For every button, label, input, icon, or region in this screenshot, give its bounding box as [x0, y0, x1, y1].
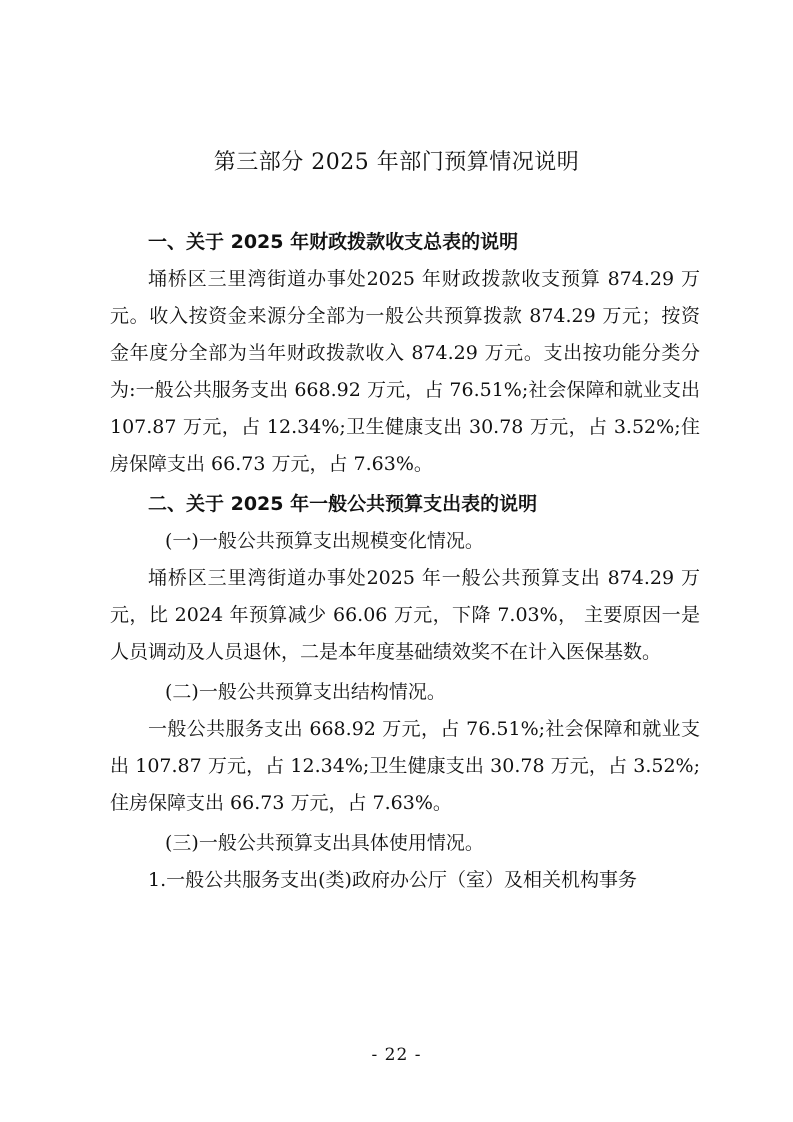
subsection-heading-2: (二)一般公共预算支出结构情况。 — [165, 681, 446, 703]
document-body — [110, 224, 700, 899]
section-heading-2: 二、关于 2025 年一般公共预算支出表的说明 — [148, 493, 538, 515]
subsection-heading-1: (一)一般公共预算支出规模变化情况。 — [165, 530, 484, 552]
subsection-2-paragraph: 一般公共服务支出 668.92 万元，占 76.51%;社会保障和就业支出 107.87 万元，占 12.34%;卫生健康支出 30.78 万元，占 3.52%;住房保障支出 66.73 万元，占 7.63%。 — [110, 718, 700, 814]
section-1-paragraph: 埇桥区三里湾街道办事处2025 年财政拨款收支预算 874.29 万元。收入按资金来源分全部为一般公共预算拨款 874.29 万元；按资金年度分全部为当年财政拨款收入 874.29 万元。支出按功能分类分为:一般公共服务支出 668.92 万元，占 76.51%;社会保障和就业支出 107.87 万元，占 12.34%;卫生健康支出 30.78 万元，占 3.52%;住房保障支出 66.73 万元，占 7.63%。 — [110, 268, 700, 475]
subsection-heading-3: (三)一般公共预算支出具体使用情况。 — [165, 832, 484, 854]
page-number: - 22 - — [371, 1045, 422, 1065]
page-title: 第三部分 2025 年部门预算情况说明 — [213, 150, 580, 175]
subsection-1-paragraph: 埇桥区三里湾街道办事处2025 年一般公共预算支出 874.29 万元，比 2024 年预算减少 66.06 万元，下降 7.03%， 主要原因一是人员调动及人员退休，二是本年度基础绩效奖不在计入医保基数。 — [110, 567, 700, 663]
subsection-3-paragraph: 1.一般公共服务支出(类)政府办公厅（室）及相关机构事务 — [148, 869, 637, 891]
section-heading-1: 一、关于 2025 年财政拨款收支总表的说明 — [148, 231, 519, 253]
